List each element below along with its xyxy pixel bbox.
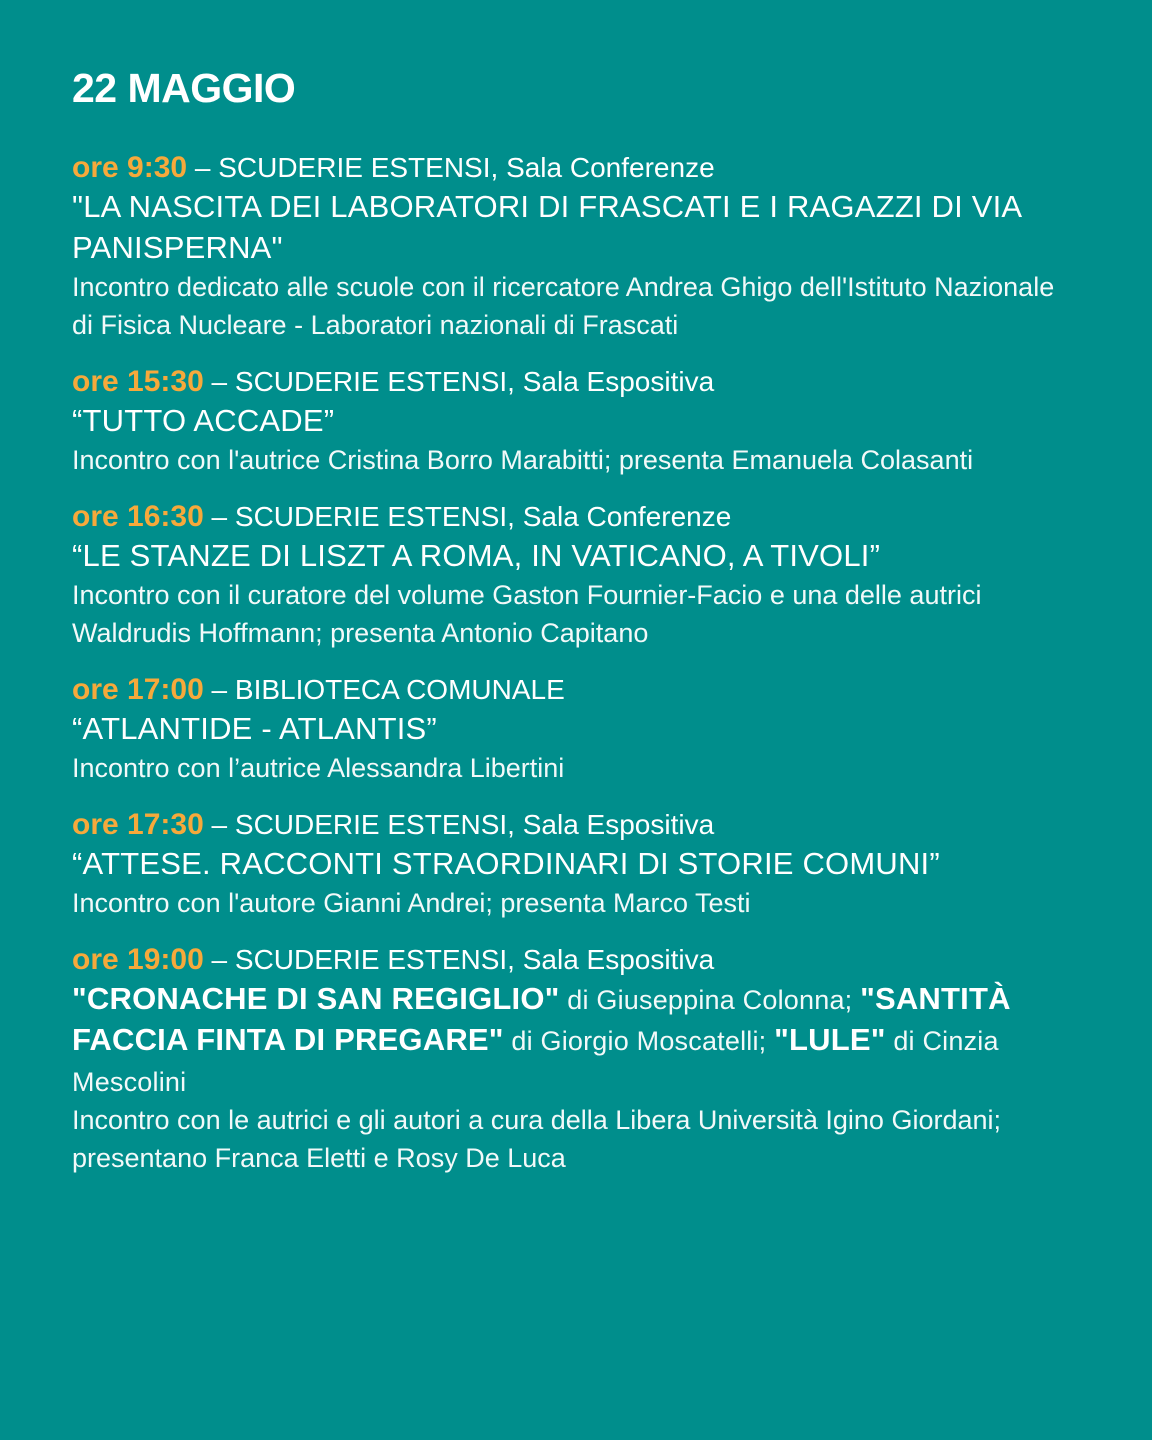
event-time: ore 19:00 bbox=[72, 943, 204, 976]
book-author: di Giuseppina Colonna; bbox=[559, 985, 861, 1015]
event-item bbox=[72, 672, 1080, 787]
event-description: Incontro con le autrici e gli autori a cura della Libera Università Igino Giordani; presentano Franca Eletti e Rosy De Luca bbox=[72, 1105, 1001, 1173]
event-venue: SCUDERIE ESTENSI, bbox=[234, 809, 515, 840]
event-header bbox=[72, 499, 1080, 535]
event-venue: SCUDERIE ESTENSI, bbox=[234, 501, 515, 532]
event-title: "LA NASCITA DEI LABORATORI DI FRASCATI E I RAGAZZI DI VIA PANISPERNA" bbox=[72, 189, 1021, 265]
book-author: di Cinzia Mescolini bbox=[72, 1026, 999, 1097]
event-header bbox=[72, 364, 1080, 400]
book-author: di Giorgio Moscatelli; bbox=[503, 1026, 775, 1056]
event-title: “ATLANTIDE - ATLANTIS” bbox=[72, 711, 437, 746]
event-title: “LE STANZE DI LISZT A ROMA, IN VATICANO, A TIVOLI” bbox=[72, 538, 881, 573]
event-time: ore 17:00 bbox=[72, 673, 204, 706]
event-description: Incontro con l'autrice Cristina Borro Marabitti; presenta Emanuela Colasanti bbox=[72, 445, 974, 475]
event-header bbox=[72, 672, 1080, 708]
event-title: “TUTTO ACCADE” bbox=[72, 403, 335, 438]
event-title: “ATTESE. RACCONTI STRAORDINARI DI STORIE COMUNI” bbox=[72, 846, 940, 881]
event-venue: SCUDERIE ESTENSI, bbox=[218, 152, 499, 183]
event-header bbox=[72, 942, 1080, 978]
event-room: Sala Espositiva bbox=[522, 809, 715, 840]
event-description: Incontro con l’autrice Alessandra Libertini bbox=[72, 753, 565, 783]
book-title: "CRONACHE DI SAN REGIGLIO" bbox=[72, 981, 560, 1016]
separator: – bbox=[194, 152, 211, 183]
separator: – bbox=[211, 674, 228, 705]
event-venue: SCUDERIE ESTENSI, bbox=[234, 944, 515, 975]
separator: – bbox=[211, 501, 228, 532]
event-room: Sala Conferenze bbox=[506, 152, 715, 183]
separator: – bbox=[211, 944, 228, 975]
event-time: ore 16:30 bbox=[72, 500, 204, 533]
event-item bbox=[72, 364, 1080, 479]
event-time: ore 9:30 bbox=[72, 151, 188, 184]
event-room: Sala Conferenze bbox=[522, 501, 732, 532]
event-description: Incontro dedicato alle scuole con il ricercatore Andrea Ghigo dell'Istituto Nazionale di Fisica Nucleare - Laboratori nazionali di Frascati bbox=[72, 272, 1055, 340]
separator: – bbox=[211, 809, 228, 840]
book-title: "LULE" bbox=[774, 1022, 886, 1057]
event-item bbox=[72, 499, 1080, 652]
event-venue: BIBLIOTECA COMUNALE bbox=[234, 674, 565, 705]
event-description: Incontro con l'autore Gianni Andrei; presenta Marco Testi bbox=[72, 888, 751, 918]
event-item bbox=[72, 150, 1080, 344]
event-books-line bbox=[72, 978, 1080, 1101]
event-description: Incontro con il curatore del volume Gaston Fournier-Facio e una delle autrici Waldrudis Hoffmann; presenta Antonio Capitano bbox=[72, 580, 982, 648]
event-item bbox=[72, 942, 1080, 1177]
separator: – bbox=[211, 366, 228, 397]
event-time: ore 17:30 bbox=[72, 808, 204, 841]
book-title: "SANTITÀ FACCIA FINTA DI PREGARE" bbox=[72, 981, 1011, 1057]
event-room: Sala Espositiva bbox=[522, 944, 715, 975]
event-room: Sala Espositiva bbox=[522, 366, 715, 397]
event-header bbox=[72, 150, 1080, 186]
event-time: ore 15:30 bbox=[72, 365, 204, 398]
event-header bbox=[72, 807, 1080, 843]
date-heading: 22 MAGGIO bbox=[72, 65, 296, 111]
event-item bbox=[72, 807, 1080, 922]
event-venue: SCUDERIE ESTENSI, bbox=[234, 366, 515, 397]
